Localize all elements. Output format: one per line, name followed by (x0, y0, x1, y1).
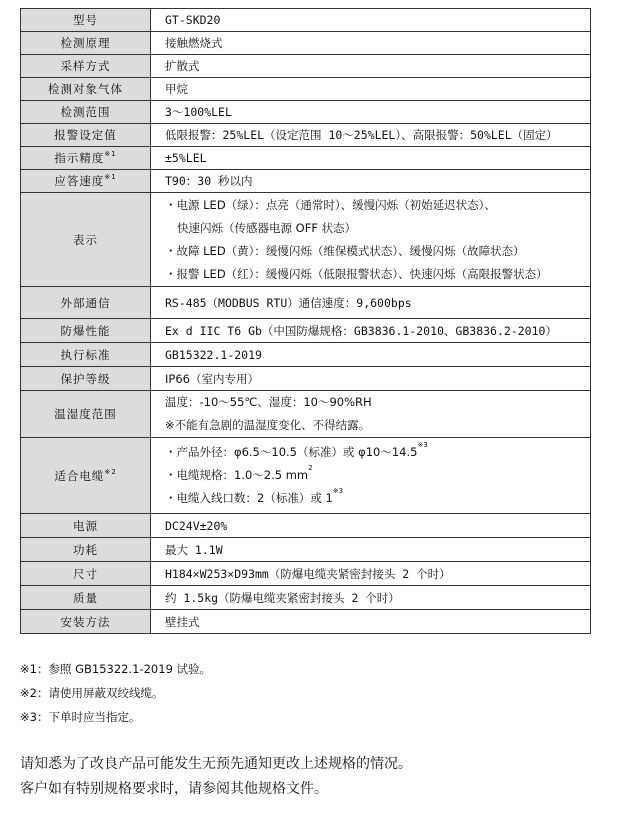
spec-row (21, 55, 591, 78)
spec-value-line (165, 240, 590, 263)
spec-value (151, 538, 591, 562)
spec-value-text: 温度：-10～55℃、湿度：10～90%RH (165, 395, 372, 409)
spec-value-line (165, 391, 590, 414)
spec-key-label: 温湿度范围 (54, 407, 117, 421)
spec-value-line (165, 414, 590, 437)
spec-value (151, 9, 591, 32)
spec-row (21, 562, 591, 586)
spec-value (151, 610, 591, 634)
spec-row (21, 586, 591, 610)
spec-row (21, 170, 591, 193)
spec-key (21, 170, 151, 193)
spec-value-text: 3～100%LEL (165, 105, 232, 119)
spec-value-text: ・电缆规格：1.0～2.5 mm (165, 468, 309, 482)
spec-row (21, 343, 591, 367)
spec-key (21, 538, 151, 562)
spec-value-text: ・故障 LED（黄）：缓慢闪烁（维保模式状态）、缓慢闪烁（故障状态） (165, 243, 525, 258)
spec-value (151, 78, 591, 101)
spec-row (21, 514, 591, 538)
footnote-2: ※2：请使用屏蔽双绞线缆。 (20, 686, 164, 700)
spec-key (21, 287, 151, 319)
spec-row (21, 78, 591, 101)
spec-key (21, 32, 151, 55)
spec-row (21, 287, 591, 319)
spec-row (21, 319, 591, 343)
spec-value (151, 343, 591, 367)
spec-key-label: 保护等级 (60, 371, 111, 386)
spec-key-footnote-mark: ※2 (104, 467, 117, 476)
spec-value-text: ※不能有急剧的温湿度变化、不得结露。 (165, 418, 371, 432)
spec-value-line (165, 542, 590, 558)
spec-key-label: 检测对象气体 (48, 82, 123, 96)
disclaimer (20, 752, 412, 802)
spec-value-text: T90：30 秒以内 (165, 174, 253, 188)
spec-key-label: 表示 (73, 232, 98, 247)
spec-value-line (165, 347, 590, 363)
spec-key (21, 586, 151, 610)
spec-value-line (165, 441, 590, 464)
spec-value-text: H184×W253×D93mm（防爆电缆夹紧密封接头 2 个时） (165, 566, 451, 581)
spec-key-label: 适合电缆 (54, 468, 105, 483)
spec-value-line (165, 217, 590, 240)
spec-key-footnote-mark: ※1 (104, 150, 117, 158)
spec-value-text: 最大 1.1W (165, 542, 223, 557)
spec-value-text: DC24V±20% (165, 518, 228, 533)
spec-value-text: ・报警 LED（红）：缓慢闪烁（低限报警状态）、快速闪烁（高限报警状态） (165, 266, 548, 281)
spec-value-line (165, 566, 590, 582)
spec-key-label: 安装方法 (60, 614, 111, 629)
spec-value-line (165, 464, 590, 487)
spec-value-text: ±5%LEL (165, 151, 207, 165)
spec-value-text: ・电源 LED（绿）：点亮（通常时）、缓慢闪烁（初始延迟状态）、 (165, 197, 496, 212)
spec-key-label: 采样方式 (60, 59, 111, 73)
spec-key-label: 外部通信 (60, 295, 111, 310)
spec-key-label: 应答速度 (54, 174, 105, 188)
spec-key (21, 367, 151, 391)
spec-key-footnote-mark: ※1 (104, 173, 117, 181)
spec-value-text: 甲烷 (165, 82, 188, 96)
spec-key-label: 报警设定值 (54, 128, 117, 142)
spec-row (21, 610, 591, 634)
spec-value-line (165, 590, 590, 606)
spec-row (21, 124, 591, 147)
spec-row (21, 101, 591, 124)
spec-value (151, 586, 591, 610)
spec-value-line (165, 518, 590, 534)
spec-value-text: 接触燃烧式 (165, 36, 223, 50)
spec-key-label: 指示精度 (54, 151, 105, 165)
spec-table (20, 8, 591, 634)
spec-value-text: 壁挂式 (165, 614, 200, 629)
footnote-3: ※3：下单时应当指定。 (20, 710, 141, 724)
spec-row (21, 367, 591, 391)
spec-key (21, 101, 151, 124)
spec-key (21, 562, 151, 586)
spec-value-line (165, 12, 590, 28)
spec-value (151, 367, 591, 391)
spec-key-label: 尺寸 (73, 566, 98, 581)
spec-row (21, 9, 591, 32)
spec-row (21, 147, 591, 170)
spec-value (151, 319, 591, 343)
spec-value-line (165, 295, 590, 311)
spec-value-line (165, 323, 590, 339)
spec-key (21, 55, 151, 78)
spec-value-text: ・产品外径：φ6.5～10.5（标准）或 φ10～14.5 (165, 445, 418, 459)
spec-value-superscript: 2 (308, 464, 313, 472)
spec-value (151, 147, 591, 170)
spec-value-line (165, 614, 590, 630)
spec-key (21, 9, 151, 32)
spec-value-line (165, 35, 590, 51)
disclaimer-line-2: 客户如有特别规格要求时，请参阅其他规格文件。 (20, 781, 328, 797)
spec-key (21, 514, 151, 538)
spec-value-text: 约 1.5kg（防爆电缆夹紧密封接头 2 个时） (165, 590, 400, 605)
spec-key-label: 电源 (73, 518, 98, 533)
spec-key-label: 检测范围 (60, 105, 111, 119)
spec-value-line (165, 81, 590, 97)
spec-key-label: 型号 (73, 13, 98, 27)
spec-value (151, 514, 591, 538)
spec-value-text: IP66（室内专用） (165, 371, 259, 386)
spec-value-text: Ex d IIC T6 Gb（中国防爆规格：GB3836.1-2010、GB3836.2-2010） (165, 323, 557, 338)
spec-value-line (165, 104, 590, 120)
spec-value (151, 55, 591, 78)
footnotes (20, 657, 211, 729)
spec-value (151, 287, 591, 319)
spec-key-label: 检测原理 (60, 36, 111, 50)
spec-value (151, 101, 591, 124)
spec-value-line (165, 194, 590, 217)
spec-value-line (165, 58, 590, 74)
spec-key (21, 78, 151, 101)
spec-key-label: 执行标准 (60, 347, 111, 362)
spec-value-superscript: ※3 (332, 487, 344, 495)
spec-value-superscript: ※3 (417, 441, 428, 449)
spec-row (21, 438, 591, 514)
spec-key (21, 438, 151, 514)
spec-value (151, 438, 591, 514)
spec-value-text: 低限报警：25%LEL（设定范围 10～25%LEL）、高限报警：50%LEL（固定） (165, 128, 558, 142)
spec-value (151, 391, 591, 438)
spec-value (151, 193, 591, 287)
spec-row (21, 193, 591, 287)
footnote-1: ※1：参照 GB15322.1-2019 试验。 (20, 662, 212, 676)
spec-value-text: 扩散式 (165, 59, 200, 73)
spec-value (151, 32, 591, 55)
spec-value-text: RS-485（MODBUS RTU）通信速度：9,600bps (165, 295, 412, 310)
spec-value-text: GB15322.1-2019 (165, 347, 262, 362)
spec-value-line (165, 263, 590, 286)
spec-row (21, 391, 591, 438)
spec-value-text: GT-SKD20 (165, 13, 221, 27)
spec-value-line (165, 150, 590, 166)
spec-row (21, 538, 591, 562)
disclaimer-line-1: 请知悉为了改良产品可能发生无预先通知更改上述规格的情况。 (20, 756, 412, 772)
spec-key-label: 功耗 (73, 542, 98, 557)
spec-key (21, 147, 151, 170)
spec-key (21, 124, 151, 147)
spec-value-line (165, 173, 590, 189)
spec-key-label: 质量 (73, 590, 98, 605)
spec-key-label: 防爆性能 (60, 323, 111, 338)
spec-key (21, 193, 151, 287)
spec-key (21, 391, 151, 438)
spec-value (151, 124, 591, 147)
spec-key (21, 319, 151, 343)
spec-value-text: 快速闪烁（传感器电源 OFF 状态） (177, 220, 357, 235)
spec-key (21, 343, 151, 367)
spec-value-line (165, 487, 590, 510)
spec-value-line (165, 371, 590, 387)
spec-value (151, 562, 591, 586)
spec-row (21, 32, 591, 55)
spec-value-text: ・电缆入线口数：2（标准）或 1 (165, 491, 333, 505)
spec-value (151, 170, 591, 193)
spec-key (21, 610, 151, 634)
spec-value-line (165, 127, 590, 143)
